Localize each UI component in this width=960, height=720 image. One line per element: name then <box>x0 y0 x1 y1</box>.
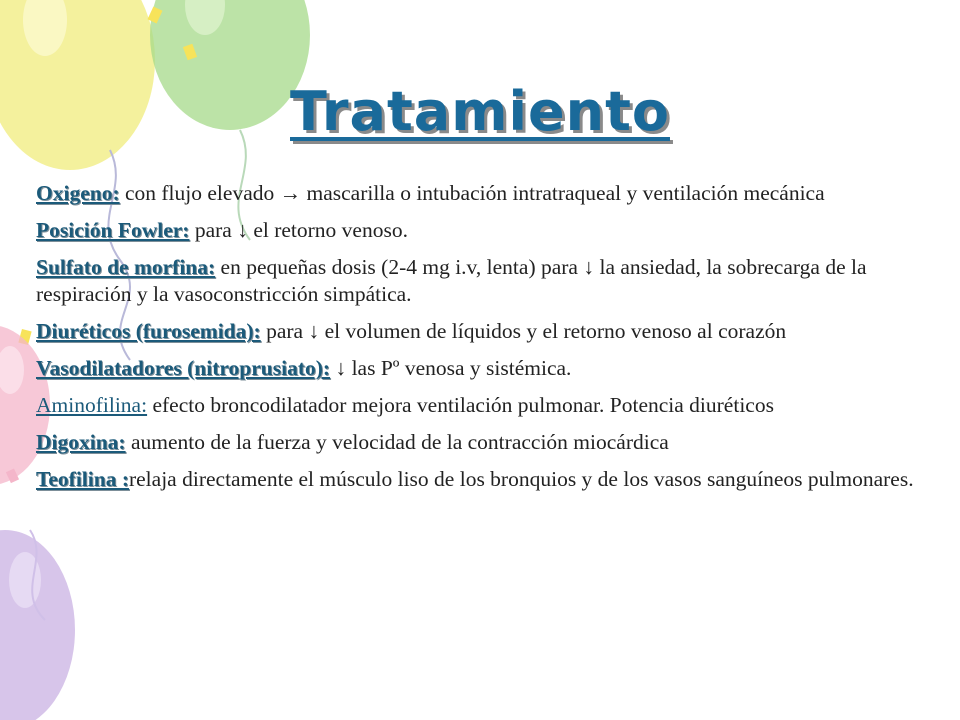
list-item-diureticos <box>36 318 916 345</box>
item-term: Aminofilina: <box>36 393 148 417</box>
list-item-aminofilina <box>36 392 916 419</box>
slide-title: Tratamiento <box>290 80 670 143</box>
item-term: Digoxina: <box>36 430 126 454</box>
item-text: ↓ las Pº venosa y sistémica. <box>330 356 572 380</box>
list-item-oxigeno <box>36 180 916 207</box>
item-text: relaja directamente el músculo liso de los bronquios y de los vasos sanguíneos pulmonares. <box>128 467 914 491</box>
item-term: Oxigeno: <box>36 181 120 205</box>
item-text: con flujo elevado → mascarilla o intubación intratraqueal y ventilación mecánica <box>119 181 825 205</box>
list-item-digoxina <box>36 429 916 456</box>
item-text: para ↓ el retorno venoso. <box>189 218 408 242</box>
item-term: Posición Fowler: <box>36 218 190 242</box>
item-term: Vasodilatadores (nitroprusiato): <box>36 356 331 380</box>
item-text: en pequeñas dosis (2-4 mg i.v, lenta) para ↓ la ansiedad, la sobrecarga de la respiración y la vasoconstricción simpática. <box>36 255 867 306</box>
item-term: Teofilina : <box>36 467 129 491</box>
treatment-list <box>36 180 916 503</box>
item-text: para ↓ el volumen de líquidos y el retorno venoso al corazón <box>260 319 787 343</box>
list-item-teofilina <box>36 466 916 493</box>
list-item-posicion-fowler <box>36 217 916 244</box>
balloon-purple <box>0 530 75 720</box>
item-term: Sulfato de morfina: <box>36 255 216 279</box>
item-term: Diuréticos (furosemida): <box>36 319 261 343</box>
item-text: efecto broncodilatador mejora ventilación pulmonar. Potencia diuréticos <box>147 393 774 417</box>
list-item-sulfato-morfina <box>36 254 916 308</box>
item-text: aumento de la fuerza y velocidad de la contracción miocárdica <box>125 430 669 454</box>
list-item-vasodilatadores <box>36 355 916 382</box>
